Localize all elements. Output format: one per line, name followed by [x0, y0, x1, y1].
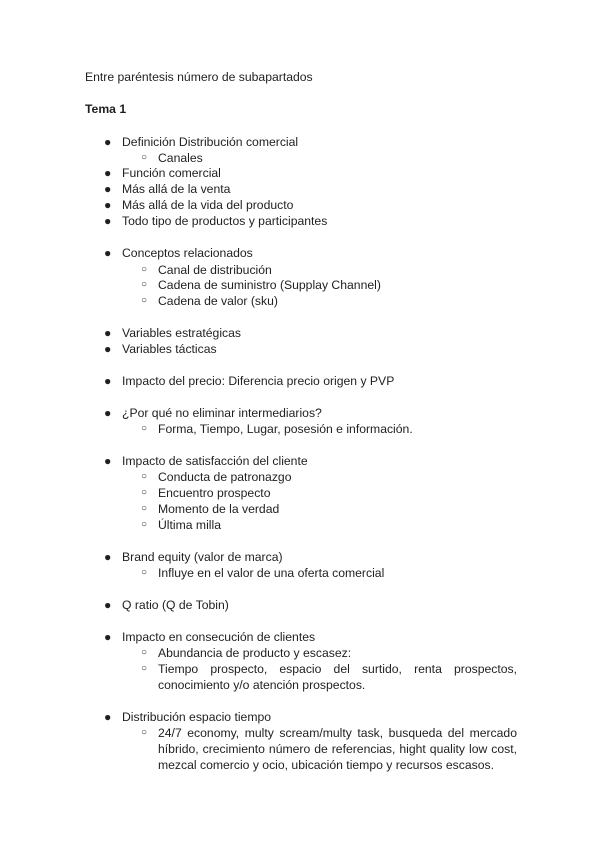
sub-list-item: 24/7 economy, multy scream/multy task, busqueda del mercado — [158, 726, 517, 740]
list-item: Todo tipo de productos y participantes — [122, 214, 328, 228]
list-item: Conceptos relacionados — [122, 246, 253, 260]
sub-list-item: Canal de distribución — [158, 263, 272, 277]
sub-list-item-continued: híbrido, crecimiento número de referencias, hight quality low cost, — [158, 742, 517, 756]
bullet-icon: ● — [104, 710, 112, 724]
sub-list-item: Tiempo prospecto, espacio del surtido, renta prospectos, — [158, 662, 517, 676]
sub-list-item: Influye en el valor de una oferta comercial — [158, 566, 385, 580]
bullet-icon: ● — [104, 214, 112, 228]
list-item: Impacto del precio: Diferencia precio origen y PVP — [122, 374, 395, 388]
sub-list-item: Forma, Tiempo, Lugar, posesión e información. — [158, 422, 413, 436]
list-item: Variables tácticas — [122, 342, 217, 356]
sub-bullet-icon: ○ — [141, 264, 148, 275]
sub-bullet-icon: ○ — [141, 152, 148, 163]
list-item: Q ratio (Q de Tobin) — [122, 598, 229, 612]
list-item: Impacto en consecución de clientes — [122, 630, 316, 644]
sub-list-item: Encuentro prospecto — [158, 486, 271, 500]
bullet-icon: ● — [104, 135, 112, 149]
list-item: Impacto de satisfacción del cliente — [122, 454, 308, 468]
bullet-icon: ● — [104, 454, 112, 468]
sub-bullet-icon: ○ — [141, 503, 148, 514]
sub-list-item: Momento de la verdad — [158, 502, 280, 516]
bullet-icon: ● — [104, 198, 112, 212]
bullet-icon: ● — [104, 166, 112, 180]
sub-bullet-icon: ○ — [141, 471, 148, 482]
list-item: Más allá de la venta — [122, 182, 231, 196]
bullet-icon: ● — [104, 630, 112, 644]
bullet-icon: ● — [104, 406, 112, 420]
list-item: Brand equity (valor de marca) — [122, 550, 283, 564]
bullet-icon: ● — [104, 374, 112, 388]
sub-list-item: Abundancia de producto y escasez: — [158, 646, 352, 660]
list-item: Distribución espacio tiempo — [122, 710, 272, 724]
sub-list-item: Conducta de patronazgo — [158, 470, 292, 484]
list-item: Función comercial — [122, 166, 221, 180]
sub-bullet-icon: ○ — [141, 423, 148, 434]
sub-list-item-continued: mezcal comercio y ocio, ubicación tiempo y recursos escasos. — [158, 758, 494, 772]
sub-bullet-icon: ○ — [141, 647, 148, 658]
sub-list-item: Canales — [158, 151, 203, 165]
sub-bullet-icon: ○ — [141, 727, 148, 738]
list-item: Definición Distribución comercial — [122, 135, 299, 149]
list-item: Variables estratégicas — [122, 326, 241, 340]
bullet-icon: ● — [104, 550, 112, 564]
sub-bullet-icon: ○ — [141, 295, 148, 306]
intro-text: Entre paréntesis número de subapartados — [85, 70, 313, 84]
sub-list-item: Última milla — [158, 518, 221, 532]
bullet-icon: ● — [104, 246, 112, 260]
bullet-icon: ● — [104, 342, 112, 356]
bullet-icon: ● — [104, 182, 112, 196]
sub-list-item: Cadena de valor (sku) — [158, 294, 278, 308]
sub-list-item: Cadena de suministro (Supplay Channel) — [158, 278, 381, 292]
list-item: Más allá de la vida del producto — [122, 198, 294, 212]
sub-list-item-continued: conocimiento y/o atención prospectos. — [158, 678, 366, 692]
sub-bullet-icon: ○ — [141, 663, 148, 674]
bullet-icon: ● — [104, 598, 112, 612]
sub-bullet-icon: ○ — [141, 487, 148, 498]
sub-bullet-icon: ○ — [141, 519, 148, 530]
bullet-icon: ● — [104, 326, 112, 340]
section-heading: Tema 1 — [85, 102, 127, 116]
sub-bullet-icon: ○ — [141, 279, 148, 290]
list-item: ¿Por qué no eliminar intermediarios? — [122, 406, 322, 420]
sub-bullet-icon: ○ — [141, 567, 148, 578]
